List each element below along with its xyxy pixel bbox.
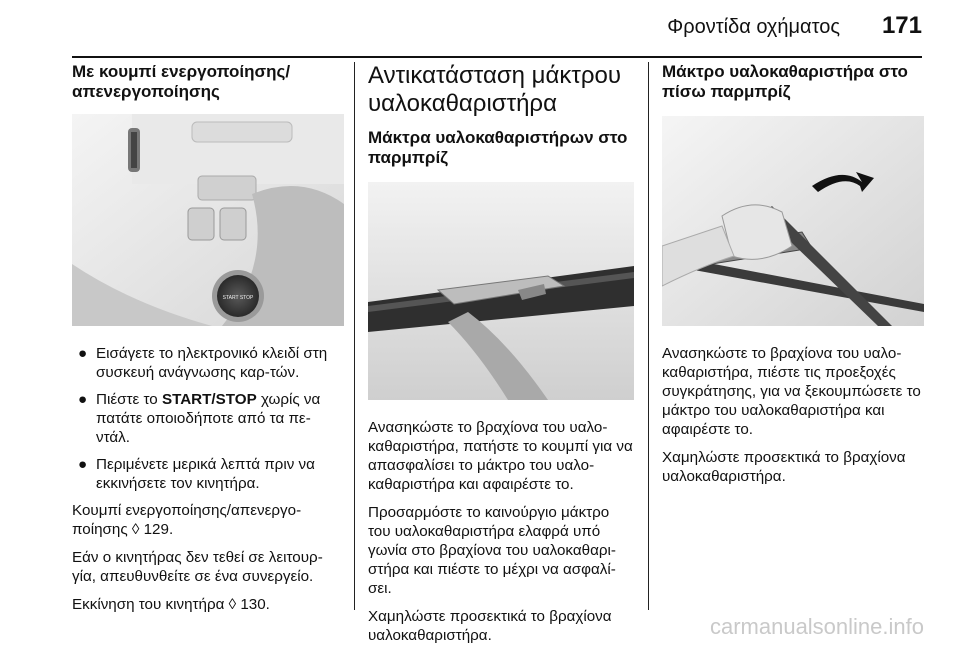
column-2 [368,62,634,654]
col1-para-1[interactable]: Κουμπί ενεργοποίησης/απενεργο-ποίησης ◊ 129. [72,502,302,538]
rear-wiper-figure [662,116,924,326]
col2-subheading: Μάκτρα υαλοκαθαριστήρων στο παρμπρίζ [368,128,628,167]
page-number: 171 [881,12,922,39]
col2-title: Αντικατάσταση μάκτρου υαλοκαθαριστήρα [368,62,621,117]
col2-para-2: Προσαρμόστε το καινούργιο μάκτρο του υαλοκαθαριστήρα ελαφρά υπό γωνία στο βραχίονα του υαλοκαθαρι-στήρα και πιέστε το μέχρι να ασφαλί-σει. [368,504,616,597]
column-divider-1 [354,62,355,610]
bullet-2-post: χωρίς να πατάτε οποιοδήποτε από τα πε-ντάλ. [96,391,321,446]
bullet-3: ● Περιμένετε μερικά λεπτά πριν να εκκινήσετε τον κινητήρα. [78,456,315,492]
bullet-1-text: Εισάγετε το ηλεκτρονικό κλειδί στη συσκευή ανάγνωσης καρ-τών. [96,345,328,381]
col1-para-3[interactable]: Εκκίνηση του κινητήρα ◊ 130. [72,596,270,613]
col1-bullet-list [72,344,344,493]
col1-para-2: Εάν ο κινητήρας δεν τεθεί σε λειτουρ-γία, απευθυνθείτε σε ένα συνεργείο. [72,549,323,585]
bullet-1: ● Εισάγετε το ηλεκτρονικό κλειδί στη συσκευή ανάγνωσης καρ-τών. [78,345,328,381]
bullet-2-strong: START/STOP [161,391,257,408]
bullet-3-text: Περιμένετε μερικά λεπτά πριν να εκκινήσετε τον κινητήρα. [96,456,315,492]
bullet-2: ● Πιέστε το START/STOP χωρίς να πατάτε οποιοδήποτε από τα πε-ντάλ. [78,391,321,446]
column-divider-2 [648,62,649,610]
header-rule [72,56,922,58]
col1-heading: Με κουμπί ενεργοποίησης/απενεργοποίησης [72,62,291,101]
start-stop-figure [72,114,344,326]
col2-para-1: Ανασηκώστε το βραχίονα του υαλο-καθαριστήρα, πατήστε το κουμπί για να απασφαλίσει το μάκτρο του υαλο-καθαριστήρα και αφαιρέστε το. [368,419,633,493]
wiper-blade-figure [368,182,634,400]
section-title: Φροντίδα οχήματος [667,16,840,38]
column-1 [72,62,344,623]
col3-heading: Μάκτρο υαλοκαθαριστήρα στο πίσω παρμπρίζ [662,62,908,101]
column-3 [662,62,924,495]
col2-para-3: Χαμηλώστε προσεκτικά το βραχίονα υαλοκαθαριστήρα. [368,608,612,644]
col3-para-2: Χαμηλώστε προσεκτικά το βραχίονα υαλοκαθαριστήρα. [662,449,906,485]
page-header [0,10,960,50]
col3-para-1: Ανασηκώστε το βραχίονα του υαλο-καθαριστήρα, πιέστε τις προεξοχές συγκράτησης, για να ξεκουμπώσετε το μάκτρο του υαλοκαθαριστήρα και αφαιρέστε το. [662,345,921,438]
bullet-2-pre: Πιέστε το [96,391,162,408]
start-stop-button-label: START STOP [222,295,254,301]
watermark-text: carmanualsonline.info [709,614,924,639]
